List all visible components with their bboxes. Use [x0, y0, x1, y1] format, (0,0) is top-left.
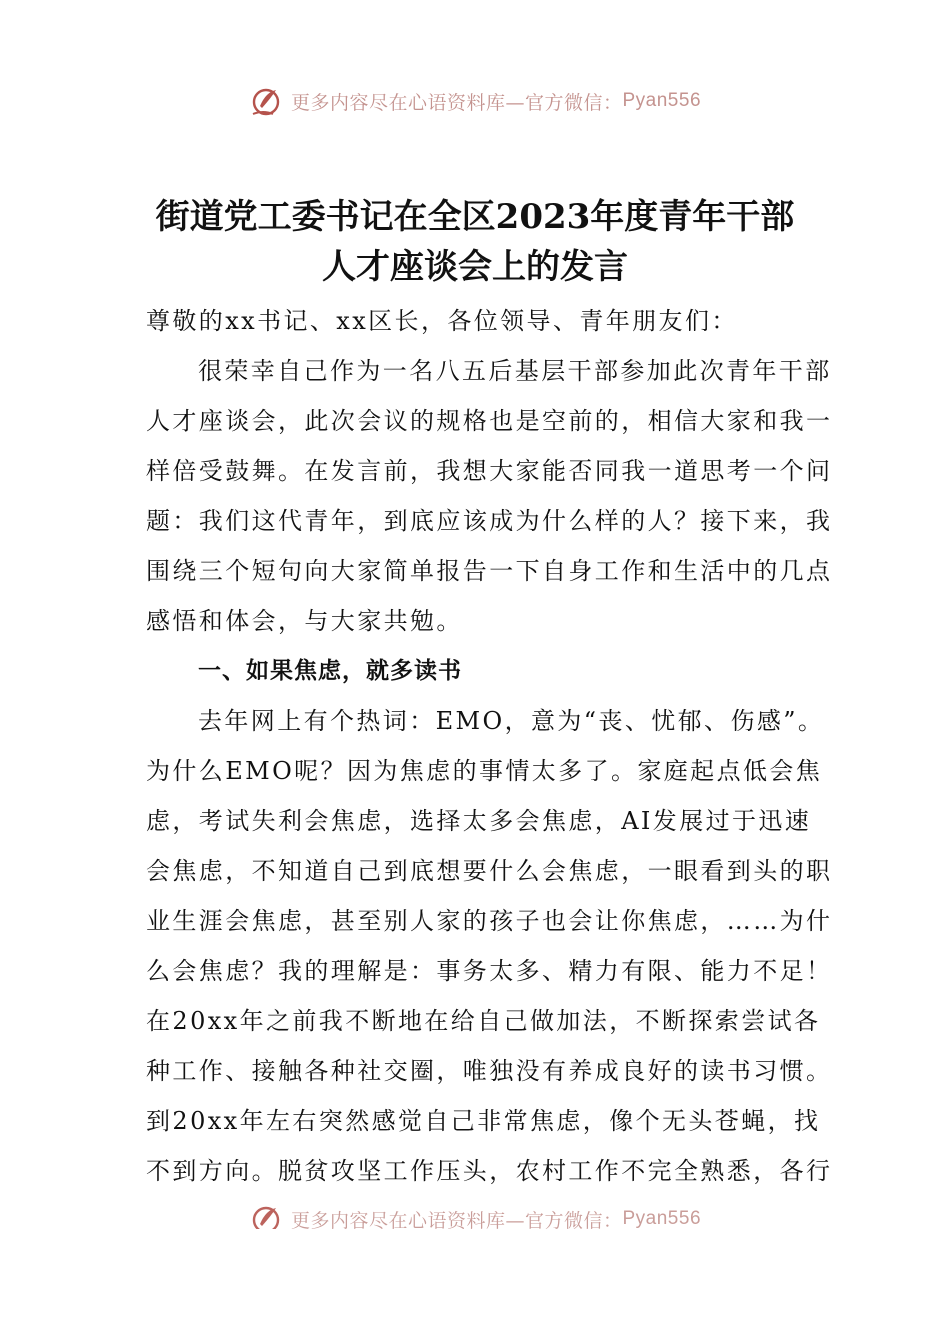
title-line-2: 人才座谈会上的发言 [322, 247, 628, 287]
logo-icon [249, 84, 287, 118]
paragraph-line: 么会焦虑？我的理解是：事务太多、精力有限、能力不足！ [146, 957, 833, 985]
watermark-text: 更多内容尽在心语资料库—官方微信： [290, 1209, 623, 1229]
logo-icon [249, 1205, 287, 1229]
watermark-footer [0, 1205, 950, 1229]
paragraph-line: 会焦虑，不知道自己到底想要什么会焦虑，一眼看到头的职 [146, 857, 833, 885]
paragraph-line: 为什么EMO呢？因为焦虑的事情太多了。家庭起点低会焦 [146, 757, 823, 785]
paragraph-line: 到20xx年左右突然感觉自己非常焦虑，像个无头苍蝇，找 [146, 1107, 821, 1135]
paragraph-line: 很荣幸自己作为一名八五后基层干部参加此次青年干部 [198, 357, 832, 385]
salutation: 尊敬的xx书记、xx区长，各位领导、青年朋友们： [146, 307, 738, 335]
watermark-text: 更多内容尽在心语资料库—官方微信： [290, 91, 623, 114]
title-line-1: 街道党工委书记在全区2023年度青年干部 [155, 197, 795, 237]
paragraph-line: 围绕三个短句向大家简单报告一下自身工作和生活中的几点 [146, 557, 833, 585]
paragraph-line: 人才座谈会，此次会议的规格也是空前的，相信大家和我一 [146, 407, 833, 435]
section-heading: 一、如果焦虑，就多读书 [198, 658, 462, 684]
paragraph-line: 去年网上有个热词：EMO，意为“丧、忧郁、伤感”。 [198, 707, 825, 735]
paragraph-line: 虑，考试失利会焦虑，选择太多会焦虑，AI发展过于迅速 [146, 807, 812, 835]
watermark-handle: Pyan556 [622, 90, 702, 111]
document-body [146, 296, 833, 1196]
document-title [0, 192, 950, 292]
watermark-header [0, 84, 950, 118]
paragraph-line: 不到方向。脱贫攻坚工作压头，农村工作不完全熟悉，各行 [146, 1157, 833, 1185]
paragraph-line: 题：我们这代青年，到底应该成为什么样的人？接下来，我 [146, 507, 833, 535]
paragraph-line: 感悟和体会，与大家共勉。 [146, 607, 463, 635]
paragraph-line: 种工作、接触各种社交圈，唯独没有养成良好的读书习惯。 [146, 1057, 833, 1085]
paragraph-line: 业生涯会焦虑，甚至别人家的孩子也会让你焦虑，……为什 [146, 907, 833, 935]
watermark-handle: Pyan556 [622, 1208, 702, 1229]
paragraph-line: 样倍受鼓舞。在发言前，我想大家能否同我一道思考一个问 [146, 457, 833, 485]
paragraph-line: 在20xx年之前我不断地在给自己做加法，不断探索尝试各 [146, 1007, 821, 1035]
